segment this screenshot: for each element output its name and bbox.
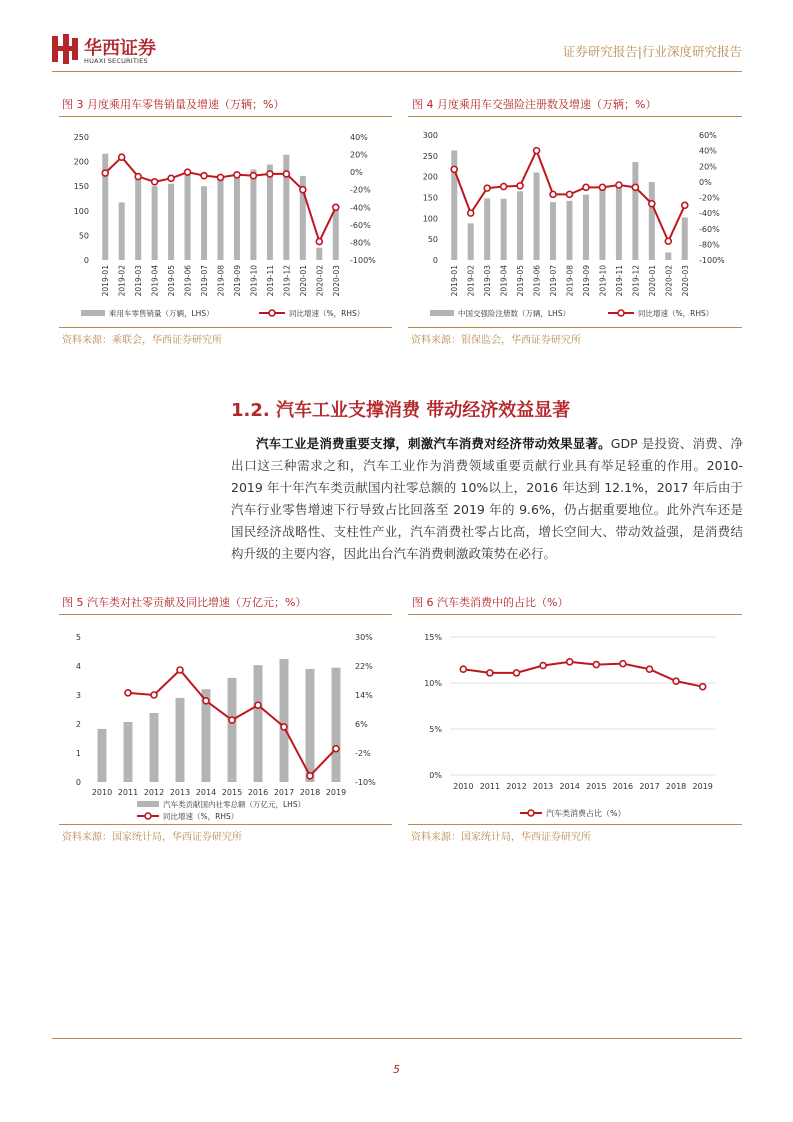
left-tick-label: 250 [422,151,438,161]
x-tick-label: 2020-01 [647,265,657,297]
x-tick-label: 2018 [665,782,687,791]
legend-bar-swatch [430,310,454,316]
data-point [567,191,573,197]
bar [152,186,158,260]
logo-subtitle: HUAXI SECURITIES [84,57,148,65]
legend-label: 汽车类消费占比（%） [546,809,626,818]
left-tick-label: 0 [83,256,89,265]
data-point [229,717,235,723]
data-point [333,746,339,752]
data-point [540,663,546,669]
x-tick-label: 2016 [247,788,269,797]
data-point [517,183,523,189]
x-tick-label: 2019-01 [450,265,460,297]
bar [484,198,490,260]
data-point [534,148,540,154]
right-tick-label: -40% [350,203,371,213]
legend-marker [269,310,275,316]
bar [567,201,573,260]
bar [168,184,174,260]
right-tick-label: -2% [355,749,371,758]
bar [665,253,671,261]
section-title: 1.2. 汽车工业支撑消费 带动经济效益显著 [231,400,571,421]
x-tick-label: 2012 [506,782,527,791]
left-tick-label: 300 [422,131,438,140]
x-tick-label: 2019-03 [134,265,144,297]
figure-3-source: 资料来源：乘联会，华西证券研究所 [62,335,222,346]
data-point [665,238,671,244]
right-tick-label: 20% [350,150,368,160]
right-tick-label: -60% [350,220,371,230]
page-number: 5 [393,1063,400,1076]
left-tick-label: 50 [427,235,438,245]
x-tick-label: 2019-08 [565,265,575,297]
bar [185,171,191,260]
x-tick-label: 2019-07 [200,265,210,297]
x-tick-label: 2019-06 [183,265,193,297]
bar [267,165,273,260]
figure-6-title: 图 6 汽车类消费中的占比（%） [412,596,569,609]
x-tick-label: 2014 [195,788,217,797]
x-tick-label: 2015 [221,788,243,797]
left-tick-label: 15% [424,633,442,642]
bar [254,665,263,782]
data-point [632,184,638,190]
data-point [583,184,589,190]
paragraph-lead: 汽车工业是消费重要支撑，刺激汽车消费对经济带动效果显著。 [256,436,611,451]
figure-4-frame [408,116,742,328]
section-paragraph [231,433,743,565]
legend-label: 同比增速（%，RHS） [163,812,239,821]
data-point [255,702,261,708]
chart-fig5 [59,615,392,824]
x-tick-label: 2014 [559,782,580,791]
x-tick-label: 2020-02 [315,265,325,297]
right-tick-label: 40% [350,133,368,142]
bar [616,185,622,260]
right-tick-label: 40% [699,146,717,156]
x-tick-label: 2019 [692,782,713,791]
right-tick-label: -100% [699,256,725,265]
data-point [201,173,207,179]
data-point [649,201,655,207]
chart-fig3 [59,117,392,327]
data-point [151,692,157,698]
bar [550,202,556,260]
bar [632,162,638,260]
left-tick-label: 200 [422,172,438,182]
figure-5-source: 资料来源：国家统计局，华西证券研究所 [62,832,242,843]
figure-4-source: 资料来源：银保监会，华西证券研究所 [411,335,581,346]
data-point [168,175,174,181]
x-tick-label: 2019-08 [216,265,226,297]
footer-divider [52,1038,742,1039]
bar [534,173,540,261]
data-point [234,172,240,178]
left-tick-label: 4 [75,662,81,671]
page-header [52,30,742,72]
left-tick-label: 5% [429,725,442,734]
legend-label: 中国交强险注册数（万辆，LHS） [458,309,571,318]
data-point [283,171,289,177]
data-point [647,666,653,672]
x-tick-label: 2020-03 [680,265,690,297]
x-tick-label: 2013 [532,782,554,791]
x-tick-label: 2017 [273,788,295,797]
left-tick-label: 1 [75,749,81,758]
right-tick-label: 22% [355,662,373,671]
x-tick-label: 2018 [299,788,321,797]
bar [119,202,125,260]
x-tick-label: 2015 [586,782,607,791]
bar [135,174,141,260]
x-tick-label: 2019-03 [483,265,493,297]
data-point [125,690,131,696]
x-tick-label: 2019-09 [581,265,591,297]
figure-6-source: 资料来源：国家统计局，华西证券研究所 [411,832,591,843]
x-tick-label: 2019-10 [598,265,608,297]
left-tick-label: 5 [75,633,81,642]
bar [682,218,688,261]
bar [333,208,339,260]
left-tick-label: 100 [73,206,89,216]
x-tick-label: 2019 [325,788,347,797]
data-point [281,724,287,730]
data-point [673,678,679,684]
x-tick-label: 2019-04 [499,265,509,297]
x-tick-label: 2019-09 [232,265,242,297]
x-tick-label: 2019-07 [549,265,559,297]
legend-label: 汽车类贡献国内社零总额（万亿元，LHS） [163,800,306,809]
x-tick-label: 2011 [117,788,139,797]
data-point [185,169,191,175]
figure-5-frame [59,614,392,825]
right-tick-label: 20% [699,162,717,172]
data-point [616,182,622,188]
x-tick-label: 2020-02 [664,265,674,297]
paragraph-body: GDP 是投资、消费、净出口这三种需求之和，汽车工业作为消费领域重要贡献行业具有举足轻重的作用。2010-2019 年十年汽车类贡献国内社零总额的 10%以上，2016 年达到 12.1%，2017 年后由于汽车行业零售增速下行导致占比回落至 2019 年的 9.6%，仍占据重要地位。此外汽车还是国民经济战略性、支柱性产业，汽车消费社零占比高，增长空间大、带动效益强，是消费结构升级的主要内容，因此出台汽车消费刺激政策势在必行。 [231,436,743,561]
x-tick-label: 2013 [169,788,191,797]
bar [176,698,185,782]
data-point [451,166,457,172]
legend-label: 同比增速（%，RHS） [638,309,714,318]
data-point [218,174,224,180]
left-tick-label: 0% [429,771,442,780]
figure-6-frame [408,614,742,825]
left-tick-label: 150 [422,193,438,203]
bar [517,191,523,260]
x-tick-label: 2019-12 [282,265,292,297]
x-tick-label: 2019-02 [466,265,476,297]
figure-3-title: 图 3 月度乘用车零售销量及增速（万辆；%） [62,98,285,111]
x-tick-label: 2019-11 [614,265,624,297]
report-type: 证券研究报告|行业深度研究报告 [562,44,742,59]
data-point [135,174,141,180]
data-point [203,698,209,704]
x-tick-label: 2020-01 [298,265,308,297]
x-tick-label: 2012 [143,788,165,797]
x-tick-label: 2019-01 [101,265,111,297]
right-tick-label: -100% [350,256,376,265]
data-point [700,684,706,690]
data-point [333,204,339,210]
data-point [267,171,273,177]
right-tick-label: 30% [355,633,373,642]
figure-3-frame [59,116,392,328]
data-point [550,191,556,197]
bar [501,199,507,260]
data-point [177,667,183,673]
x-tick-label: 2019-10 [249,265,259,297]
x-tick-label: 2010 [91,788,113,797]
right-tick-label: 0% [699,177,712,187]
data-point [593,662,599,668]
x-tick-label: 2019-12 [631,265,641,297]
bar [228,678,237,782]
chart-fig6 [408,615,742,824]
data-point [567,659,573,665]
right-tick-label: -40% [699,209,720,219]
x-tick-label: 2016 [612,782,634,791]
data-point [102,170,108,176]
data-point [152,179,158,185]
bar [468,223,474,260]
data-point [316,239,322,245]
right-tick-label: -80% [699,240,720,250]
bar [150,713,159,782]
data-point [460,666,466,672]
left-tick-label: 10% [424,679,442,688]
right-tick-label: -60% [699,224,720,234]
data-point [501,184,507,190]
x-tick-label: 2019-11 [265,265,275,297]
right-tick-label: -80% [350,238,371,248]
left-tick-label: 2 [75,720,81,729]
bar [98,729,107,782]
logo-text: 华西证券 [84,38,156,59]
legend-marker [618,310,624,316]
data-point [119,154,125,160]
x-tick-label: 2019-02 [117,265,127,297]
left-tick-label: 150 [73,182,89,192]
data-point [487,670,493,676]
bar [316,248,322,260]
bar [306,669,315,782]
figure-4-title: 图 4 月度乘用车交强险注册数及增速（万辆；%） [412,98,657,111]
bar [280,659,289,782]
data-point [599,184,605,190]
x-tick-label: 2019-06 [532,265,542,297]
bar [201,186,207,260]
bar [599,189,605,260]
huaxi-logo-icon [52,34,78,64]
right-tick-label: 14% [355,691,373,700]
bar [649,182,655,260]
data-point [484,185,490,191]
left-tick-label: 100 [422,214,438,224]
bar [250,169,256,260]
left-tick-label: 3 [75,691,81,700]
left-tick-label: 200 [73,157,89,167]
left-tick-label: 0 [75,778,81,787]
legend-marker [145,813,151,819]
x-tick-label: 2019-05 [167,265,177,297]
legend-bar-swatch [137,801,159,807]
left-tick-label: 50 [78,231,89,241]
bar [332,668,341,782]
bar [218,180,224,260]
x-tick-label: 2019-05 [516,265,526,297]
bar [583,195,589,260]
x-tick-label: 2017 [639,782,660,791]
data-point [682,202,688,208]
data-point [250,173,256,179]
figure-5-title: 图 5 汽车类对社零贡献及同比增速（万亿元；%） [62,596,307,609]
data-point [620,661,626,667]
x-tick-label: 2011 [479,782,501,791]
right-tick-label: 60% [699,131,717,140]
left-tick-label: 250 [73,133,89,142]
right-tick-label: -20% [350,185,371,195]
legend-label: 乘用车零售销量（万辆，LHS） [109,309,214,318]
data-point [468,210,474,216]
right-tick-label: -20% [699,193,720,203]
right-tick-label: -10% [355,778,376,787]
bar [234,177,240,260]
bar [124,722,133,782]
legend-label: 同比增速（%，RHS） [289,309,365,318]
legend-bar-swatch [81,310,105,316]
left-tick-label: 0 [432,256,438,265]
data-point [514,670,520,676]
x-tick-label: 2020-03 [331,265,341,297]
legend-marker [528,810,534,816]
right-tick-label: 6% [355,720,368,729]
chart-fig4 [408,117,742,327]
x-tick-label: 2019-04 [150,265,160,297]
right-tick-label: 0% [350,168,363,178]
data-point [307,773,313,779]
data-point [300,187,306,193]
x-tick-label: 2010 [453,782,474,791]
